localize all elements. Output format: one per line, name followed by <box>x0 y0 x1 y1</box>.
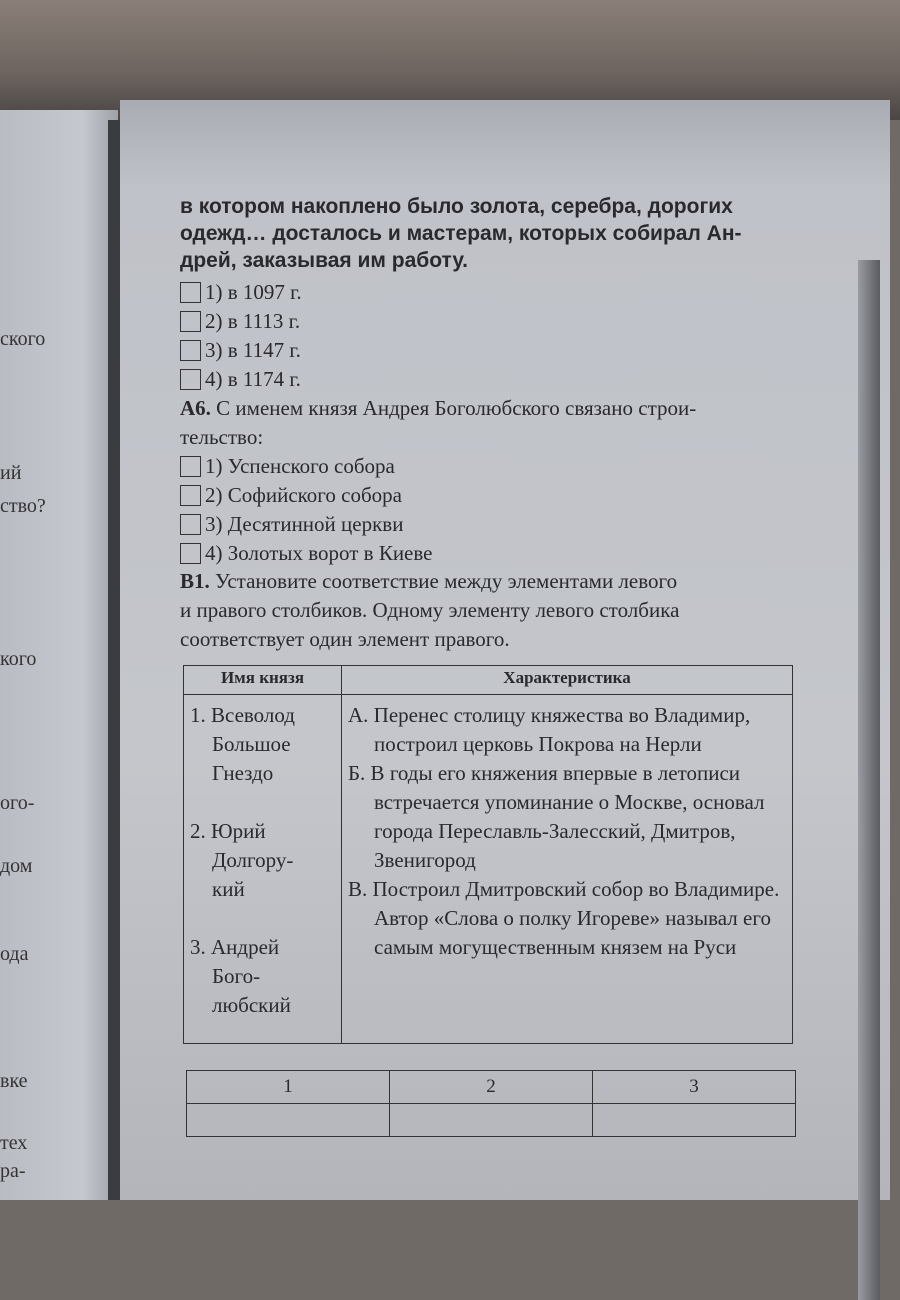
a5-option-4[interactable] <box>180 365 790 394</box>
answer-cell-1[interactable] <box>187 1104 390 1137</box>
left-fragment: вке <box>0 1070 28 1092</box>
characteristic-item: Б. В годы его княжения впервые в летописи встречается упоминание о Москве, основал города Переславль-Залесский, Дмитров, Звенигород <box>348 761 765 872</box>
answer-table <box>186 1070 796 1137</box>
option-label: 2) в 1113 г. <box>205 309 301 333</box>
question-number: А6. <box>180 396 211 420</box>
passage-line: дрей, заказывая им работу. <box>180 249 469 272</box>
checkbox[interactable] <box>180 369 201 390</box>
a6-option-4[interactable] <box>180 539 790 568</box>
question-text: С именем князя Андрея Боголюбского связано строи- <box>216 396 697 420</box>
page-edge <box>858 260 880 1300</box>
left-fragment: тех <box>0 1132 28 1154</box>
prince-item: 1. Всеволод Большое Гнездо <box>190 703 295 785</box>
checkbox[interactable] <box>180 340 201 361</box>
answer-cell-2[interactable] <box>390 1104 593 1137</box>
checkbox[interactable] <box>180 456 201 477</box>
a5-option-3[interactable] <box>180 336 790 365</box>
question-text: Установите соответствие между элементами левого <box>215 569 678 593</box>
a5-option-2[interactable] <box>180 307 790 336</box>
option-label: 3) Десятинной церкви <box>205 512 404 536</box>
checkbox[interactable] <box>180 311 201 332</box>
a5-options <box>180 278 790 394</box>
a6-option-3[interactable] <box>180 510 790 539</box>
prince-item: 3. Андрей Бого-любский <box>190 935 291 1017</box>
a6-option-1[interactable] <box>180 452 790 481</box>
left-fragment: ода <box>0 943 29 965</box>
prince-item: 2. Юрий Долгору-кий <box>190 819 294 901</box>
passage-line: одежд… досталось и мастерам, которых собирал Ан- <box>180 222 742 245</box>
left-fragment: ство? <box>0 495 46 517</box>
answer-header-3: 3 <box>593 1071 796 1104</box>
checkbox[interactable] <box>180 514 201 535</box>
answer-header-1: 1 <box>187 1071 390 1104</box>
a6-option-2[interactable] <box>180 481 790 510</box>
answer-cell-3[interactable] <box>593 1104 796 1137</box>
option-label: 2) Софийского собора <box>205 483 402 507</box>
question-number: В1. <box>180 569 210 593</box>
matching-table <box>183 665 793 1044</box>
passage-line: в котором накоплено было золота, серебра, дорогих <box>180 195 733 218</box>
left-fragment: кого <box>0 648 37 670</box>
checkbox[interactable] <box>180 485 201 506</box>
option-label: 1) Успенского собора <box>205 454 395 478</box>
question-text: и правого столбиков. Одному элементу левого столбика <box>180 598 680 622</box>
left-fragment: ий <box>0 462 22 484</box>
option-label: 1) в 1097 г. <box>205 280 302 304</box>
question-text: соответствует один элемент правого. <box>180 627 510 651</box>
checkbox[interactable] <box>180 282 201 303</box>
checkbox[interactable] <box>180 543 201 564</box>
characteristic-item: В. Построил Дмитровский собор во Владимире. Автор «Слова о полку Игореве» называл его самым могущественным князем на Руси <box>348 877 780 959</box>
left-fragment: дом <box>0 855 33 877</box>
option-label: 4) Золотых ворот в Киеве <box>205 541 433 565</box>
characteristic-item: А. Перенес столицу княжества во Владимир, построил церковь Покрова на Нерли <box>348 703 751 756</box>
a6-question <box>180 394 790 568</box>
header-prince-name: Имя князя <box>184 666 342 695</box>
passage-text <box>180 193 790 274</box>
option-label: 3) в 1147 г. <box>205 338 301 362</box>
answer-header-2: 2 <box>390 1071 593 1104</box>
left-fragment: ра- <box>0 1160 26 1182</box>
a5-option-1[interactable] <box>180 278 790 307</box>
header-characteristic: Характеристика <box>342 666 793 695</box>
left-fragment: ого- <box>0 792 35 814</box>
option-label: 4) в 1174 г. <box>205 367 301 391</box>
left-page <box>0 110 118 1200</box>
b1-question <box>180 567 790 654</box>
left-fragment: ского <box>0 328 46 350</box>
question-text: тельство: <box>180 425 264 449</box>
